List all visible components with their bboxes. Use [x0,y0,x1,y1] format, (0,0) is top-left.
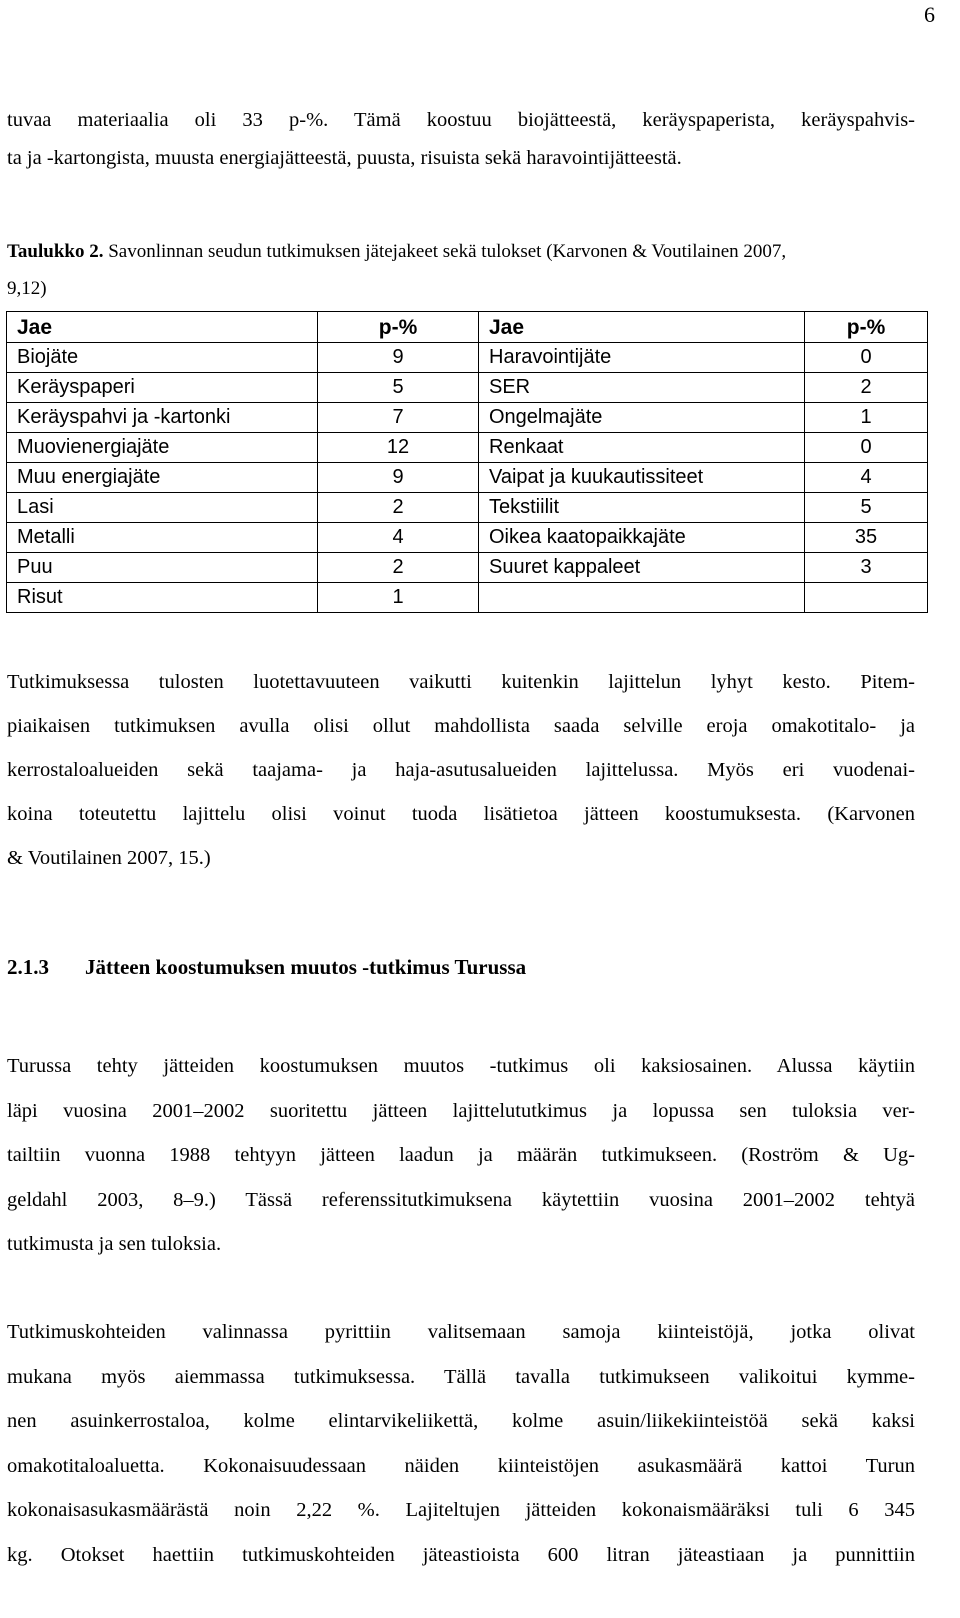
text-line: kg. Otokset haettiin tutkimuskohteiden jäteastioista 600 litran jäteastiaan ja punnittiin [7,1543,915,1566]
table-row [7,433,928,463]
text-line: mukana myös aiemmassa tutkimuksessa. Tällä tavalla tutkimukseen valikoitui kymme- [7,1365,915,1388]
paragraph-reliability [7,660,915,880]
column-header: Jae [7,312,318,343]
text-line: koina toteutettu lajittelu olisi voinut tuoda lisätietoa jätteen koostumuksesta. (Karvonen [7,803,915,825]
table-cell: Vaipat ja kuukautissiteet [479,463,805,493]
text-line: kerrostaloalueiden sekä taajama- ja haja-asutusalueiden lajittelussa. Myös eri vuodenai- [7,759,915,781]
table-cell: Ongelmajäte [479,403,805,433]
text-line: piaikaisen tutkimuksen avulla olisi ollut mahdollista saada selville eroja omakotitalo- ja [7,715,915,737]
caption-text: Savonlinnan seudun tutkimuksen jätejakeet sekä tulokset (Karvonen & Voutilainen 2007, [108,241,787,262]
table-row [7,583,928,613]
column-header: Jae [479,312,805,343]
table-cell: 5 [805,493,928,523]
table-cell: 2 [318,493,479,523]
table-cell: 4 [805,463,928,493]
paragraph-turku-study [7,1044,915,1267]
table-row [7,523,928,553]
table-cell: Risut [7,583,318,613]
table-cell: Haravointijäte [479,343,805,373]
column-header: p-% [318,312,479,343]
text-line: kokonaisasukasmäärästä noin 2,22 %. Lajiteltujen jätteiden kokonaismääräksi tuli 6 345 [7,1499,915,1521]
table-caption [7,233,927,307]
table-cell: Puu [7,553,318,583]
table-header-row [7,312,928,343]
column-header: p-% [805,312,928,343]
table-cell: Lasi [7,493,318,523]
section-heading [7,955,526,980]
text-line: geldahl 2003, 8–9.) Tässä referenssitutkimuksena käytettiin vuosina 2001–2002 tehtyä [7,1188,915,1211]
table-cell: Tekstiilit [479,493,805,523]
text-line: & Voutilainen 2007, 15.) [7,847,211,869]
table-cell: 5 [318,373,479,403]
table-row [7,493,928,523]
table-cell: Oikea kaatopaikkajäte [479,523,805,553]
table-cell: 0 [805,343,928,373]
table-cell: 3 [805,553,928,583]
section-title: Jätteen koostumuksen muutos -tutkimus Turussa [85,955,527,979]
table-cell: 35 [805,523,928,553]
paragraph-intro [7,101,915,177]
table-cell: 2 [318,553,479,583]
table-cell: 0 [805,433,928,463]
table-cell: Keräyspahvi ja -kartonki [7,403,318,433]
table-cell: Muu energiajäte [7,463,318,493]
text-line: Tutkimuskohteiden valinnassa pyrittiin valitsemaan samoja kiinteistöjä, jotka olivat [7,1321,915,1343]
table-row [7,403,928,433]
table-cell: Muovienergiajäte [7,433,318,463]
text-line: läpi vuosina 2001–2002 suoritettu jätteen lajittelututkimus ja lopussa sen tuloksia ver- [7,1099,915,1122]
table-cell: 1 [318,583,479,613]
caption-line [7,233,927,270]
text-line: Tutkimuksessa tulosten luotettavuuteen vaikutti kuitenkin lajittelun lyhyt kesto. Pitem- [7,671,915,693]
caption-label: Taulukko 2. [7,241,104,262]
section-number: 2.1.3 [7,955,49,979]
table-cell: 7 [318,403,479,433]
text-line: Turussa tehty jätteiden koostumuksen muutos -tutkimus oli kaksiosainen. Alussa käytiin [7,1055,915,1077]
waste-fraction-table [6,311,928,613]
table-cell: Metalli [7,523,318,553]
text-line: tailtiin vuonna 1988 tehtyyn jätteen laadun ja määrän tutkimukseen. (Roström & Ug- [7,1144,915,1166]
table-cell [805,583,928,613]
page-number: 6 [924,2,935,27]
table-row [7,373,928,403]
table-cell: 1 [805,403,928,433]
table-cell: 9 [318,463,479,493]
table-cell: 9 [318,343,479,373]
text-line: tutkimusta ja sen tuloksia. [7,1233,222,1255]
table-cell: Biojäte [7,343,318,373]
text-line: tuvaa materiaalia oli 33 p-%. Tämä koostuu biojätteestä, keräyspaperista, keräyspahvis- [7,109,915,131]
table-cell: 4 [318,523,479,553]
table-cell: Suuret kappaleet [479,553,805,583]
text-line: ta ja -kartongista, muusta energiajätteestä, puusta, risuista sekä haravointijätteestä. [7,147,682,169]
table-row [7,463,928,493]
table-cell: 2 [805,373,928,403]
text-line: omakotitaloaluetta. Kokonaisuudessaan näiden kiinteistöjen asukasmäärä kattoi Turun [7,1454,915,1477]
caption-line: 9,12) [7,278,47,299]
table-cell [479,583,805,613]
table-row [7,553,928,583]
table-cell: 12 [318,433,479,463]
table-cell: Keräyspaperi [7,373,318,403]
paragraph-targets [7,1310,915,1577]
table-cell: SER [479,373,805,403]
table-cell: Renkaat [479,433,805,463]
text-line: nen asuinkerrostaloa, kolme elintarvikeliikettä, kolme asuin/liikekiinteistöä sekä kaksi [7,1410,915,1432]
table-row [7,343,928,373]
